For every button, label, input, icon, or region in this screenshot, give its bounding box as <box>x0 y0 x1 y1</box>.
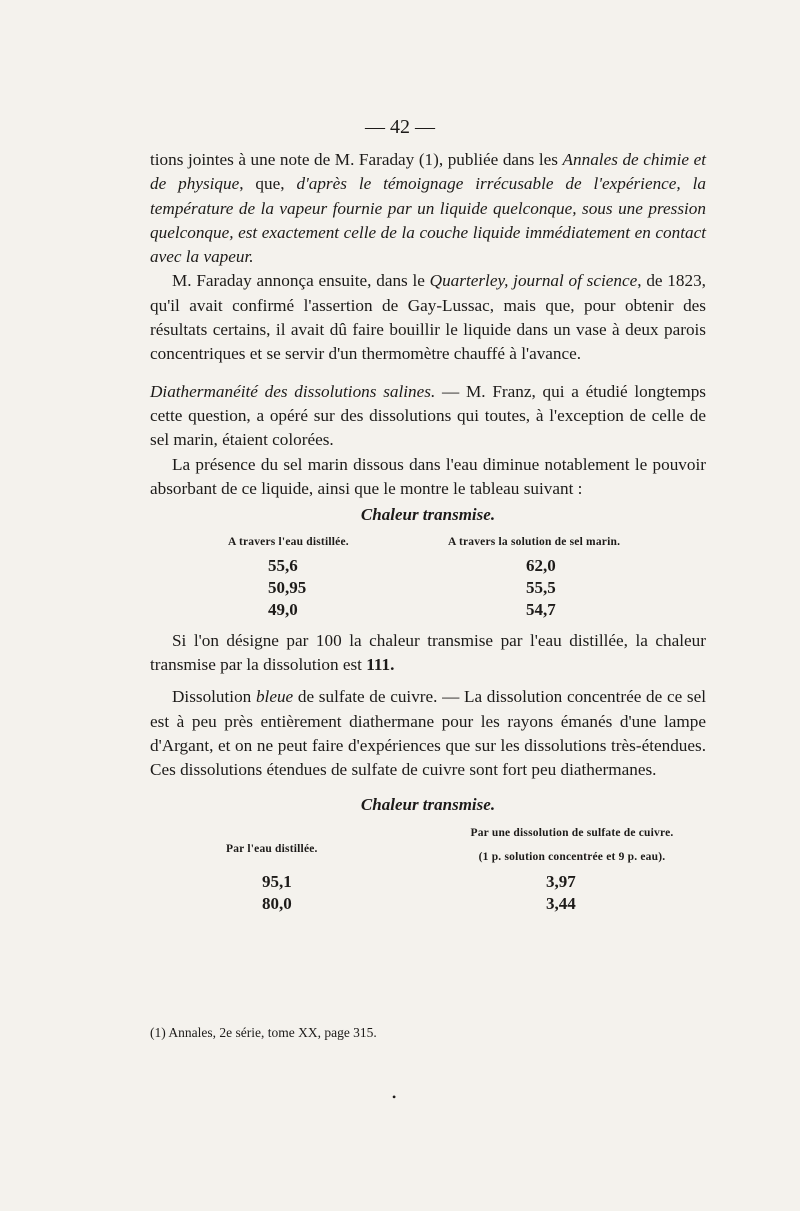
paragraph-faraday-note <box>150 148 706 269</box>
table1-col1-value: 49,0 <box>268 599 298 619</box>
table-sulfate-cuivre <box>150 817 706 916</box>
table2-col1-value: 80,0 <box>262 894 292 914</box>
paragraph-chaleur-111 <box>150 629 706 678</box>
table2-col2-header-line2: (1 p. solution concentrée et 9 p. eau). <box>478 851 666 864</box>
table-sel-marin <box>150 527 706 620</box>
value-111: 111. <box>366 655 395 675</box>
paragraph-sulfate-cuivre <box>150 685 706 782</box>
bottom-mark: • <box>392 1090 397 1104</box>
emphasis-bleue: bleue <box>255 687 294 707</box>
page-number: — 42 — <box>365 116 435 138</box>
journal-title: Quarterley, journal of science <box>429 271 638 291</box>
text-run: de sulfate de cuivre. — La dissolution concentrée de ce sel est à peu près entièrement diathermane pour les rayons émanés d'une lampe d'Argant, et on ne peut faire d'expériences que sur les dissolutions très-étendues. Ces dissolutions étendues de sulfate de cuivre sont fort peu diathermanes. <box>150 687 706 780</box>
table2-col2-value: 3,44 <box>546 894 576 914</box>
page-body <box>150 148 706 915</box>
text-run: M. Faraday annonça ensuite, dans le <box>172 271 430 291</box>
table1-col2-value: 54,7 <box>526 599 556 619</box>
text-run: — M. Franz, qui a étudié longtemps cette question, a opéré sur des dissolutions qui toutes, à l'exception de celle de sel marin, étaient colorées. <box>150 381 706 450</box>
journal-title: Annales de chimie et de physique <box>150 150 706 194</box>
table1-col1-header: A travers l'eau distillée. <box>228 536 349 549</box>
table1-col1-value: 55,6 <box>268 555 298 575</box>
table1-col1-value: 50,95 <box>268 577 307 597</box>
paragraph-quarterley <box>150 269 706 366</box>
table2-caption: Chaleur transmise. <box>360 794 496 814</box>
table2-col1-value: 95,1 <box>262 872 292 892</box>
paragraph-sel-marin: La présence du sel marin dissous dans l'eau diminue notablement le pouvoir absorbant de ce liquide, ainsi que le montre le tableau suivant : <box>150 454 706 498</box>
table2-col2-value: 3,97 <box>546 872 576 892</box>
text-run: , de 1823, qu'il avait confirmé l'assertion de Gay-Lussac, mais que, pour obtenir des résultats certains, il avait dû faire bouillir le liquide dans un vase à deux parois concentriques et se servir d'un thermomètre chauffé à l'avance. <box>150 271 706 364</box>
table2-col2-header-line1: Par une dissolution de sulfate de cuivre. <box>470 826 674 839</box>
text-run: Si l'on désigne par 100 la chaleur transmise par l'eau distillée, la chaleur transmise par la dissolution est <box>150 630 706 675</box>
table2-col2-header <box>428 817 706 870</box>
text-run: Dissolution <box>172 687 256 707</box>
text-run: tions jointes à une note de M. Faraday (1), publiée dans les <box>150 150 563 169</box>
table1-col2-value: 55,5 <box>526 577 556 597</box>
quoted-statement: d'après le témoignage irrécusable de l'expérience, la température de la vapeur fournie par un liquide quelconque, sous une pression quelconque, est exactement celle de la couche liquide immédiatement en contact avec la vapeur. <box>150 174 706 267</box>
table1-caption: Chaleur transmise. <box>360 505 496 525</box>
table2-col1-header: Par l'eau distillée. <box>226 842 318 855</box>
paragraph-diathermaneite <box>150 380 706 453</box>
text-run: , que, <box>239 174 297 194</box>
footnote: (1) Annales, 2e série, tome XX, page 315. <box>150 1025 377 1040</box>
section-heading: Diathermanéité des dissolutions salines. <box>150 381 436 401</box>
table1-col2-value: 62,0 <box>526 555 556 575</box>
table1-col2-header: A travers la solution de sel marin. <box>448 536 621 549</box>
